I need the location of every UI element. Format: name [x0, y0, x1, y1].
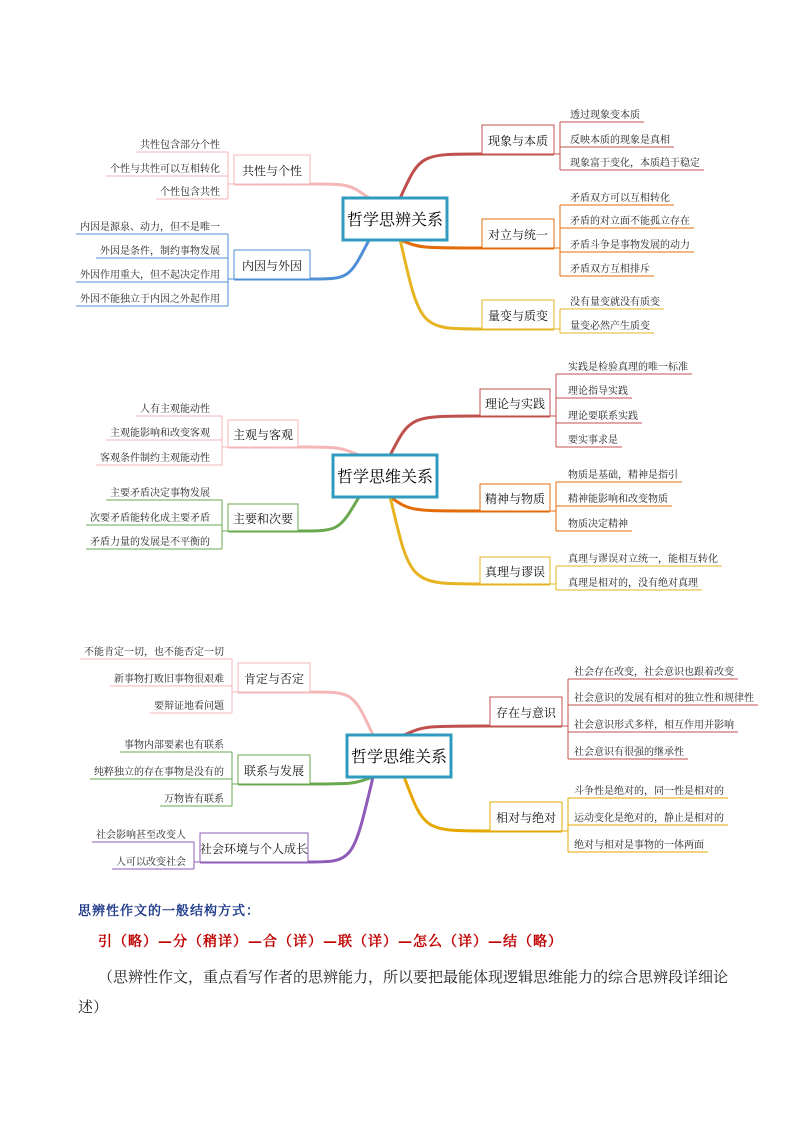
leaf-text: 个性与共性可以互相转化: [110, 164, 220, 175]
leaf-text: 真理与谬误对立统一，能相互转化: [568, 554, 718, 565]
structure-heading: 思辨性作文的一般结构方式：: [78, 904, 261, 919]
leaf-text: 矛盾的对立面不能孤立存在: [570, 216, 690, 227]
mindmap-3: [80, 645, 758, 869]
leaf-text: 外因作用重大，但不起决定作用: [80, 270, 220, 281]
leaf-text: 矛盾力量的发展是不平衡的: [90, 537, 210, 548]
mindmap-2: [86, 360, 722, 590]
branch-node-label: 主要和次要: [232, 512, 294, 526]
leaf-text: 事物内部要素也有联系: [124, 740, 224, 751]
branch-connector: [310, 240, 369, 279]
leaf-text: 新事物打败旧事物很艰难: [114, 674, 224, 685]
leaf-text: 不能肯定一切，也不能否定一切: [84, 647, 224, 658]
leaf-text: 反映本质的现象是真相: [570, 135, 670, 146]
leaf-text: 社会意识形式多样，相互作用并影响: [574, 720, 734, 731]
leaf-text: 社会影响甚至改变人: [96, 830, 186, 841]
branch-node-label: 存在与意识: [495, 706, 557, 720]
center-node-label: 哲学思辨关系: [346, 210, 444, 229]
branch-node-label: 真理与谬误: [484, 565, 546, 579]
leaf-text: 内因是源泉、动力，但不是唯一: [80, 222, 220, 233]
leaf-text: 社会存在改变，社会意识也跟着改变: [574, 667, 734, 678]
center-node-label: 哲学思维关系: [350, 747, 448, 766]
branch-connector: [390, 497, 480, 511]
leaf-text: 没有量变就没有质变: [570, 297, 660, 308]
leaf-text: 社会意识的发展有相对的独立性和规律性: [574, 693, 754, 704]
branch-node-label: 联系与发展: [243, 764, 305, 778]
leaf-text: 客观条件制约主观能动性: [100, 453, 210, 464]
branch-node-label: 对立与统一: [487, 228, 549, 242]
branch-node-label: 主观与客观: [232, 428, 294, 442]
leaf-text: 透过现象变本质: [570, 110, 640, 121]
leaf-text: 现象富于变化，本质趋于稳定: [570, 158, 700, 169]
leaf-text: 主要矛盾决定事物发展: [110, 488, 210, 499]
branch-node-label: 社会环境与个人成长: [199, 842, 309, 856]
leaf-text: 矛盾双方互相排斥: [570, 264, 650, 275]
leaf-text: 物质决定精神: [568, 519, 628, 530]
leaf-text: 人有主观能动性: [140, 404, 210, 415]
branch-node-label: 相对与绝对: [495, 811, 557, 825]
leaf-text: 斗争性是绝对的，同一性是相对的: [574, 786, 724, 797]
branch-connector: [400, 154, 482, 198]
branch-node-label: 量变与质变: [487, 309, 549, 323]
leaf-text: 矛盾双方可以互相转化: [570, 193, 670, 204]
leaf-text: 外因是条件，制约事物发展: [100, 246, 220, 257]
leaf-text: 主观能影响和改变客观: [110, 428, 210, 439]
branch-node-label: 内因与外因: [241, 259, 303, 273]
leaf-text: 精神能影响和改变物质: [568, 494, 668, 505]
leaf-text: 社会意识有很强的继承性: [574, 747, 684, 758]
structure-note: （思辨性作文，重点看写作者的思辨能力，所以要把最能体现逻辑思维能力的综合思辨段详细论述）: [78, 968, 729, 1016]
branch-node-label: 现象与本质: [487, 134, 549, 148]
branch-connector: [400, 240, 482, 329]
leaf-text: 人可以改变社会: [116, 857, 186, 868]
leaf-text: 要实事求是: [568, 435, 618, 446]
leaf-text: 量变必然产生质变: [570, 321, 650, 332]
leaf-text: 次要矛盾能转化成主要矛盾: [90, 513, 210, 524]
leaf-text: 外因不能独立于内因之外起作用: [80, 294, 220, 305]
branch-node-label: 肯定与否定: [243, 672, 305, 686]
branch-connector: [404, 777, 490, 831]
branch-connector: [310, 184, 369, 198]
branch-node-label: 精神与物质: [484, 492, 546, 506]
branch-node-label: 理论与实践: [484, 397, 546, 411]
leaf-text: 矛盾斗争是事物发展的动力: [570, 240, 690, 251]
leaf-text: 真理是相对的，没有绝对真理: [568, 578, 698, 589]
leaf-text: 理论要联系实践: [568, 411, 638, 422]
center-node-label: 哲学思维关系: [336, 467, 434, 486]
structure-formula: 引（略）—分（稍详）—合（详）—联（详）—怎么（详）—结（略）: [98, 934, 563, 950]
leaf-text: 纯粹独立的存在事物是没有的: [94, 767, 224, 778]
branch-connector: [298, 497, 359, 531]
leaf-text: 个性包含共性: [160, 187, 220, 198]
leaf-text: 要辩证地看问题: [154, 701, 224, 712]
mindmap-1: [76, 108, 704, 333]
branch-connector: [310, 692, 373, 735]
leaf-text: 运动变化是绝对的，静止是相对的: [574, 813, 724, 824]
leaf-text: 实践是检验真理的唯一标准: [568, 362, 688, 373]
leaf-text: 共性包含部分个性: [140, 140, 220, 151]
leaf-text: 绝对与相对是事物的一体两面: [574, 840, 704, 851]
leaf-text: 万物皆有联系: [164, 794, 224, 805]
branch-connector: [308, 777, 373, 862]
leaf-text: 理论指导实践: [568, 386, 628, 397]
branch-node-label: 共性与个性: [241, 164, 303, 178]
leaf-text: 物质是基础，精神是指引: [568, 470, 678, 481]
branch-connector: [390, 416, 480, 455]
